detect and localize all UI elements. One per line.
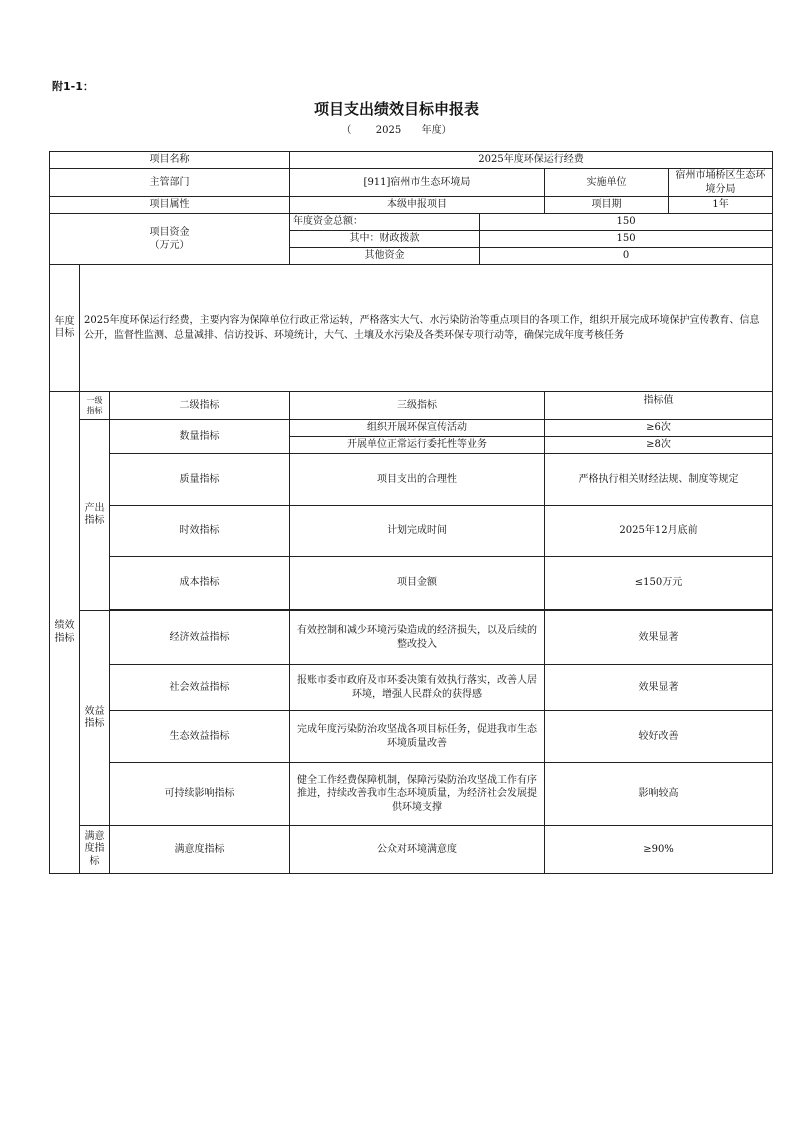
level2-cell: 可持续影响指标	[110, 763, 290, 826]
value-cell: ≥90%	[545, 826, 773, 874]
value-cell: 2025年12月底前	[545, 506, 773, 557]
level2-cell: 社会效益指标	[110, 665, 290, 711]
funds-total-value: 150	[480, 214, 773, 231]
level3-cell: 组织开展环保宣传活动	[290, 420, 545, 437]
value-cell: 严格执行相关财经法规、制度等规定	[545, 454, 773, 506]
level2-cell: 质量指标	[110, 454, 290, 506]
table-row	[50, 665, 773, 711]
funds-other-label: 其他资金	[290, 248, 480, 265]
funds-label-line1: 项目资金	[149, 226, 190, 238]
table-row	[50, 611, 773, 665]
dept-value: [911]宿州市生态环境局	[290, 169, 545, 197]
effect-indicator-label: 效益指标	[80, 611, 110, 826]
col-level3-header: 三级指标	[290, 392, 545, 420]
funds-fiscal-value: 150	[480, 231, 773, 248]
output-indicator-label: 产出指标	[80, 420, 110, 611]
level3-cell: 公众对环境满意度	[290, 826, 545, 874]
period-label: 项目期	[545, 197, 669, 214]
table-row	[50, 763, 773, 826]
table-row	[50, 454, 773, 506]
level2-cell: 时效指标	[110, 506, 290, 557]
level2-cell: 数量指标	[110, 420, 290, 454]
year-unit: 年度）	[421, 125, 452, 136]
value-cell: 效果显著	[545, 611, 773, 665]
table-row	[50, 506, 773, 557]
project-name-value: 2025年度环保运行经费	[290, 152, 773, 169]
row-funds-total	[50, 214, 773, 231]
value-cell: 较好改善	[545, 711, 773, 763]
level3-cell: 报账市委市政府及市环委决策有效执行落实，改善人居环境，增强人民群众的获得感	[290, 665, 545, 711]
row-dept	[50, 169, 773, 197]
value-cell: ≥6次	[545, 420, 773, 437]
perf-label: 绩效指标	[50, 392, 80, 874]
row-perf-header	[50, 392, 773, 420]
table-row	[50, 826, 773, 874]
attr-value: 本级申报项目	[290, 197, 545, 214]
col-level1-header: 一级指标	[80, 392, 110, 420]
funds-fiscal-label: 其中：财政拨款	[290, 231, 480, 248]
level3-cell: 计划完成时间	[290, 506, 545, 557]
funds-label	[50, 214, 290, 265]
period-value: 1年	[669, 197, 773, 214]
row-annual-goal	[50, 265, 773, 392]
value-cell: 影响较高	[545, 763, 773, 826]
annual-goal-label: 年度目标	[50, 265, 80, 392]
level3-cell: 项目支出的合理性	[290, 454, 545, 506]
dept-label: 主管部门	[50, 169, 290, 197]
level2-cell: 生态效益指标	[110, 711, 290, 763]
year-open: （	[341, 125, 352, 136]
attr-label: 项目属性	[50, 197, 290, 214]
attachment-label: 附1-1：	[52, 80, 94, 93]
level3-cell: 有效控制和减少环境污染造成的经济损失，以及后续的整改投入	[290, 611, 545, 665]
performance-form-table	[49, 151, 773, 874]
level2-cell: 经济效益指标	[110, 611, 290, 665]
level2-cell: 满意度指标	[110, 826, 290, 874]
row-project-name	[50, 152, 773, 169]
project-name-label: 项目名称	[50, 152, 290, 169]
funds-other-value: 0	[480, 248, 773, 265]
col-value-header: 指标值	[545, 392, 773, 420]
funds-label-line2: （万元）	[149, 240, 190, 251]
year-value: 2025	[375, 125, 402, 136]
annual-goal-text: 2025年度环保运行经费，主要内容为保障单位行政正常运转，严格落实大气、水污染防治等重点项目的各项工作，组织开展完成环境保护宣传教育、信息公开，监督性监测、总量减排、信访投诉、环境统计，大气、土壤及水污染及各类环保专项行动等，确保完成年度考核任务	[80, 265, 773, 392]
level2-cell: 成本指标	[110, 557, 290, 610]
year-line	[0, 121, 793, 136]
value-cell: 效果显著	[545, 665, 773, 711]
table-row	[50, 711, 773, 763]
table-row	[50, 557, 773, 610]
row-attr	[50, 197, 773, 214]
table-row	[50, 420, 773, 437]
level3-cell: 项目金额	[290, 557, 545, 610]
level3-cell: 完成年度污染防治攻坚战各项目标任务，促进我市生态环境质量改善	[290, 711, 545, 763]
funds-total-label: 年度资金总额：	[290, 214, 480, 231]
impl-unit-label: 实施单位	[545, 169, 669, 197]
satisfaction-indicator-label: 满意度指标	[80, 826, 110, 874]
impl-unit-value: 宿州市埇桥区生态环境分局	[669, 169, 773, 197]
col-level2-header: 二级指标	[110, 392, 290, 420]
page-title: 项目支出绩效目标申报表	[313, 100, 479, 118]
level3-cell: 开展单位正常运行委托性等业务	[290, 437, 545, 454]
level3-cell: 健全工作经费保障机制，保障污染防治攻坚战工作有序推进，持续改善我市生态环境质量，为经济社会发展提供环境支撑	[290, 763, 545, 826]
value-cell: ≥8次	[545, 437, 773, 454]
value-cell: ≤150万元	[545, 557, 773, 610]
